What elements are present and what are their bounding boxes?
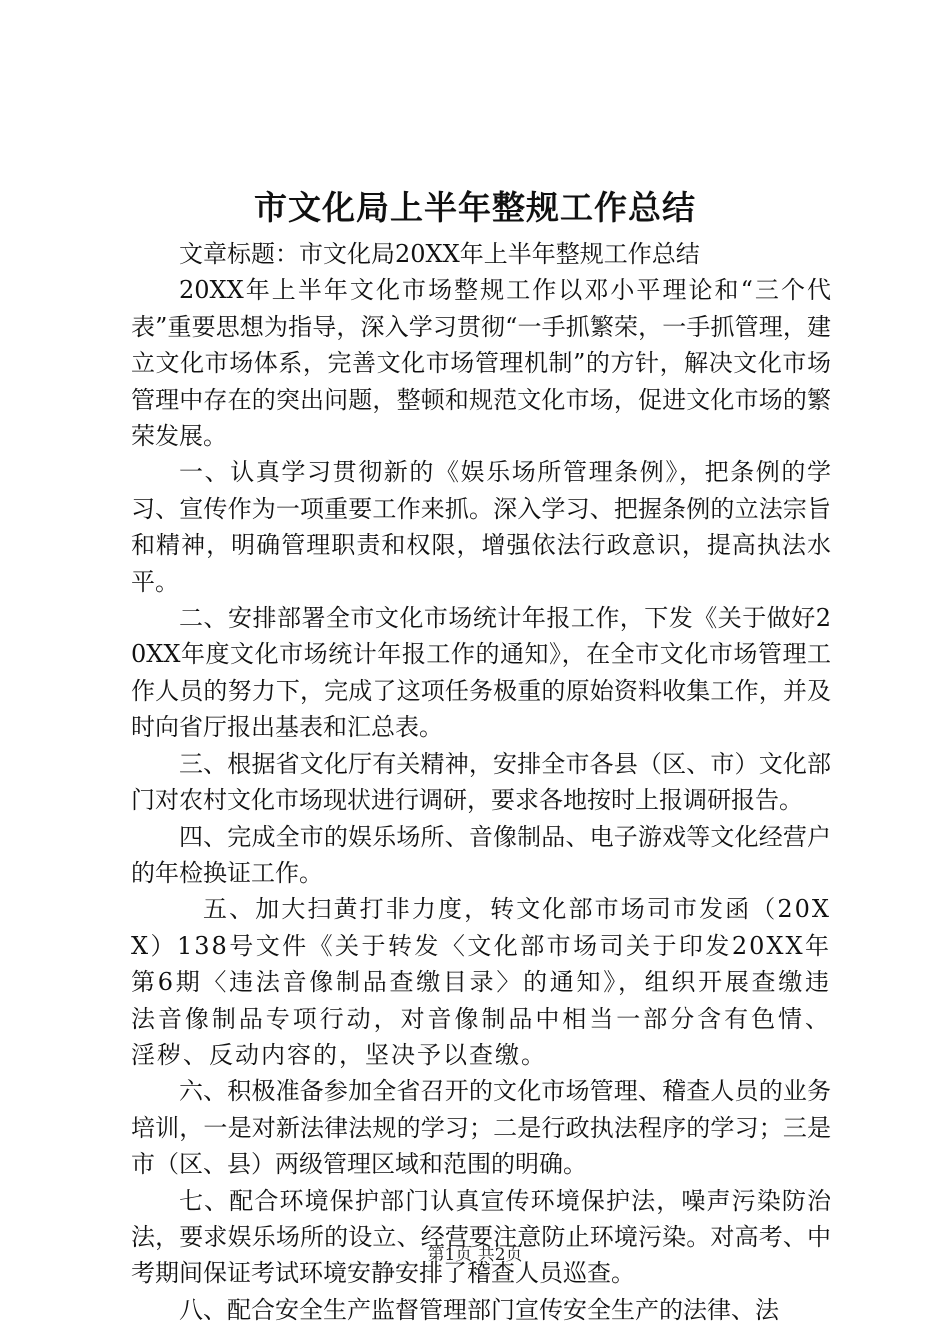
paragraph-item-2: 二、安排部署全市文化市场统计年报工作，下发《关于做好20XX年度文化市场统计年报工作的通知》，在全市文化市场管理工作人员的努力下，完成了这项任务极重的原始资料收集工作，并及时向省厅报出基表和汇总表。 <box>131 604 831 742</box>
paragraph-item-3: 三、根据省文化厅有关精神，安排全市各县（区、市）文化部门对农村文化市场现状进行调研，要求各地按时上报调研报告。 <box>131 749 831 815</box>
paragraph-item-8: 八、配合安全生产监督管理部门宣传安全生产的法律、法 <box>179 1295 779 1324</box>
document-title: 市文化局上半年整规工作总结 <box>254 188 696 227</box>
paragraph-item-5: 五、加大扫黄打非力度，转文化部市场司市发函（20XX）138号文件《关于转发〈文化部市场司关于印发20XX年第6期〈违法音像制品查缴目录〉的通知》，组织开展查缴违法音像制品专项行动，对音像制品中相当一部分含有色情、淫秽、反动内容的，坚决予以查缴。 <box>131 895 831 1069</box>
paragraph-item-7: 七、配合环境保护部门认真宣传环境保护法，噪声污染防治法，要求娱乐场所的设立、经营要注意防止环境污染。对高考、中考期间保证考试环境安静安排了稽查人员巡查。 <box>131 1186 831 1288</box>
paragraph-item-1: 一、认真学习贯彻新的《娱乐场所管理条例》，把条例的学习、宣传作为一项重要工作来抓。深入学习、把握条例的立法宗旨和精神，明确管理职责和权限，增强依法行政意识，提高执法水平。 <box>131 458 831 596</box>
document-body <box>131 236 831 1328</box>
paragraph-item-4: 四、完成全市的娱乐场所、音像制品、电子游戏等文化经营户的年检换证工作。 <box>131 822 831 887</box>
page-footer: 第1页 共2页 <box>427 1245 523 1265</box>
article-title-line: 文章标题：市文化局20XX年上半年整规工作总结 <box>179 240 700 268</box>
paragraph-item-6: 六、积极准备参加全省召开的文化市场管理、稽查人员的业务培训，一是对新法律法规的学习；二是行政执法程序的学习；三是市（区、县）两级管理区域和范围的明确。 <box>131 1077 831 1179</box>
paragraph-intro: 20XX年上半年文化市场整规工作以邓小平理论和“三个代表”重要思想为指导，深入学习贯彻“一手抓繁荣，一手抓管理，建立文化市场体系，完善文化市场管理机制”的方针，解决文化市场管理中存在的突出问题，整顿和规范文化市场，促进文化市场的繁荣发展。 <box>131 276 831 451</box>
